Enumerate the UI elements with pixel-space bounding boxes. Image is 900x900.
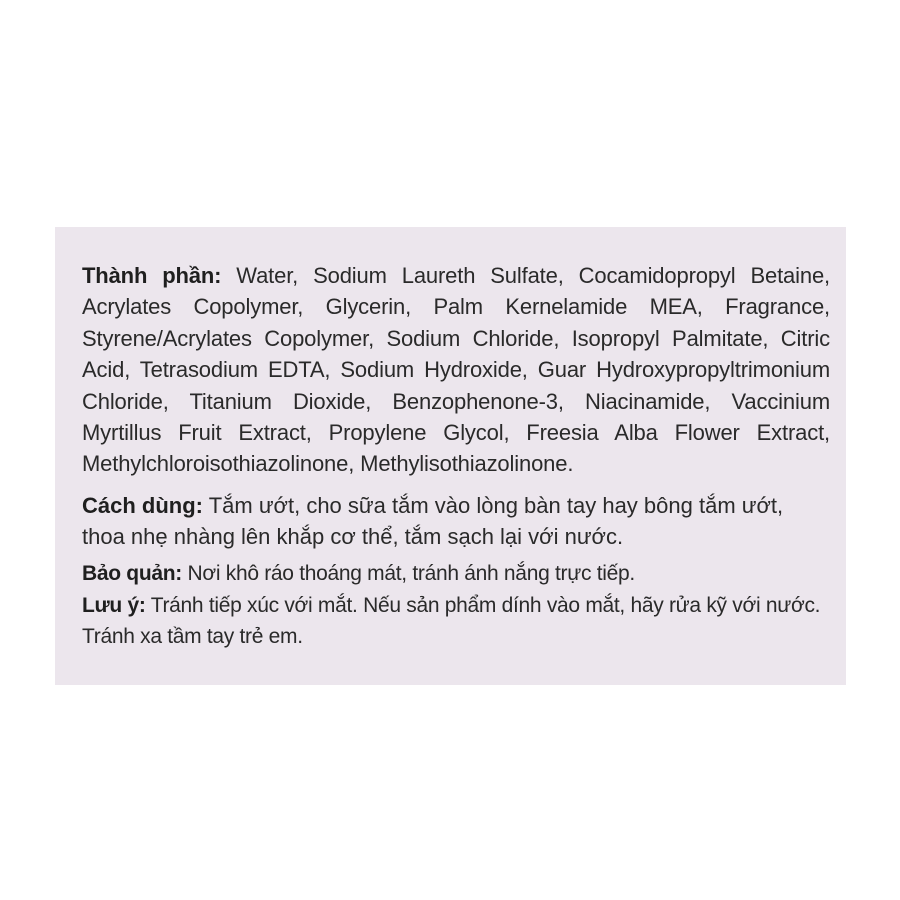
ingredients-heading: Thành phần:: [82, 263, 222, 288]
note-paragraph: [82, 590, 830, 652]
note-heading: Lưu ý:: [82, 593, 146, 617]
ingredients-list: Water, Sodium Laureth Sulfate, Cocamidopropyl Betaine, Acrylates Copolymer, Glycerin, Palm Kernelamide MEA, Fragrance, Styrene/Acrylates Copolymer, Sodium Chloride, Isopropyl Palmitate, Citric Acid, Tetrasodium EDTA, Sodium Hydroxide, Guar Hydroxypropyltrimonium Chloride, Titanium Dioxide, Benzophenone-3, Niacinamide, Vaccinium Myrtillus Fruit Extract, Propylene Glycol, Freesia Alba Flower Extract, Methylchloroisothiazolinone, Methylisothiazolinone.: [82, 263, 830, 477]
product-label-panel: [55, 227, 846, 685]
usage-paragraph: [82, 490, 830, 552]
storage-paragraph: [82, 558, 830, 589]
label-text-block: [82, 260, 830, 652]
note-text: Tránh tiếp xúc với mắt. Nếu sản phẩm dính vào mắt, hãy rửa kỹ với nước. Tránh xa tầm tay trẻ em.: [82, 593, 821, 648]
usage-text: Tắm ướt, cho sữa tắm vào lòng bàn tay hay bông tắm ướt, thoa nhẹ nhàng lên khắp cơ thể, tắm sạch lại với nước.: [82, 492, 784, 549]
storage-text: Nơi khô ráo thoáng mát, tránh ánh nắng trực tiếp.: [181, 561, 635, 585]
ingredients-paragraph: [82, 260, 830, 480]
usage-heading: Cách dùng:: [82, 492, 203, 518]
storage-heading: Bảo quản:: [82, 561, 182, 585]
